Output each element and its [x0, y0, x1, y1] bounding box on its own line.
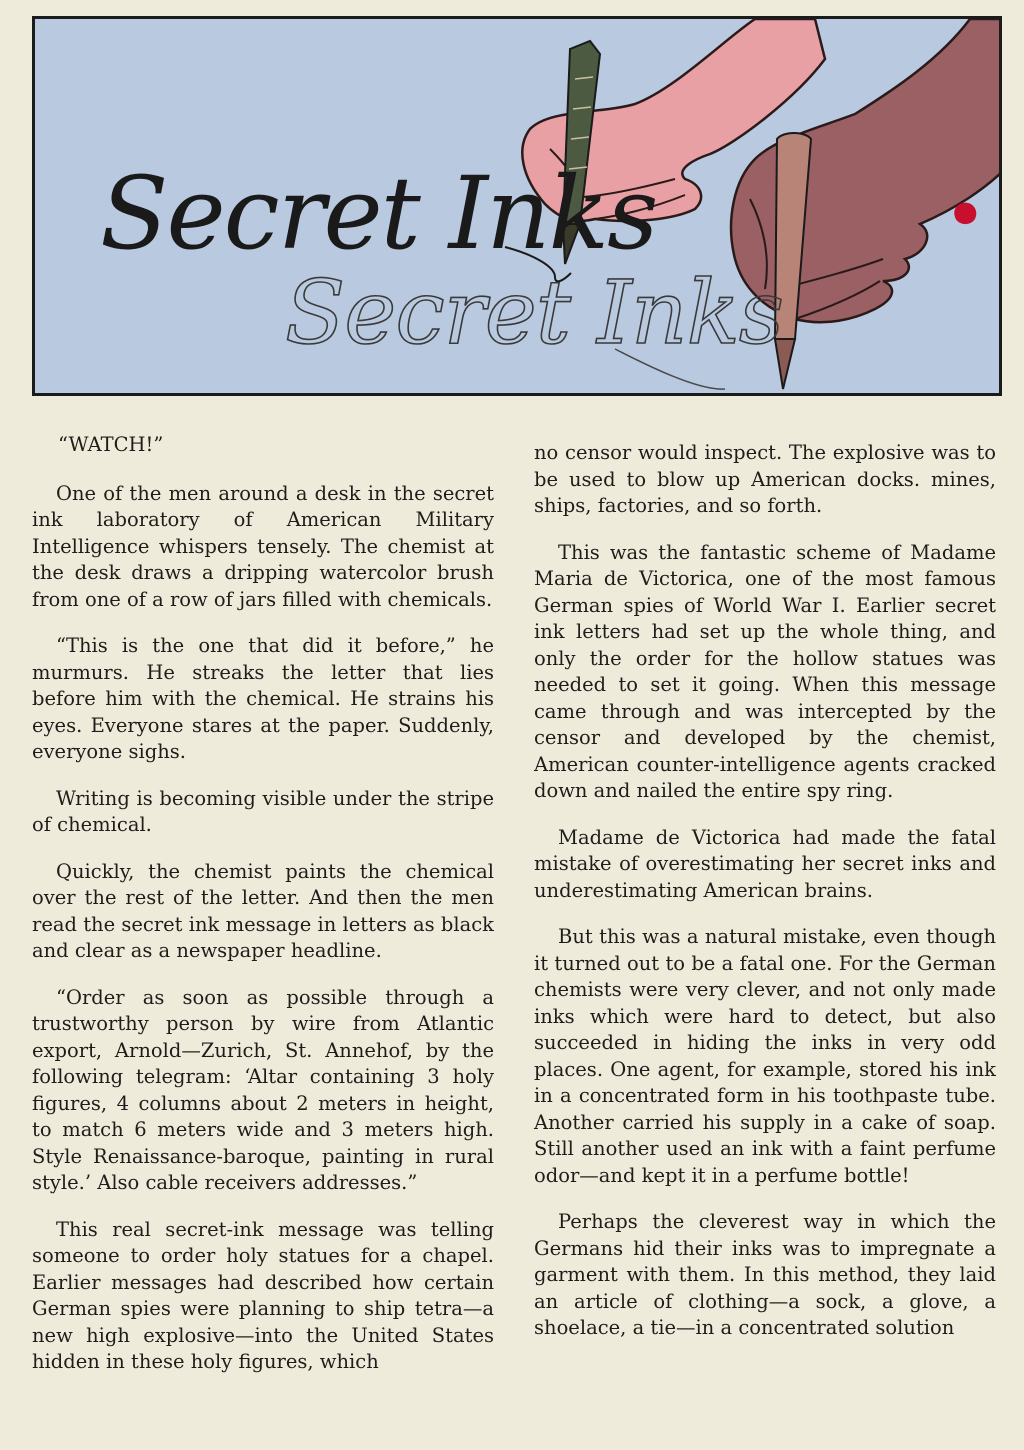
paragraph: Madame de Victorica had made the fatal mistake of overestimating her secret inks and underestimating American brains. — [534, 825, 996, 902]
paragraph: This was the fantastic scheme of Madame Maria de Victorica, one of the most famous German spies of World War I. Earlier secret ink letters had set up the whole thing, and only the order for the hollow statues was needed to set it going. When this message came through and was intercepted by the censor and developed by the chemist, American counter-intelligence agents cracked down and nailed the entire spy ring. — [534, 540, 996, 802]
paragraph: “Order as soon as possible through a trustworthy person by wire from Atlantic export, Arnold—Zurich, St. Annehof, by the following telegram: ‘Altar containing 3 holy figures, 4 columns about 2 meters in height, to match 6 meters wide and 3 meters high. Style Renaissance-baroque, painting in rural style.’ Also cable receivers addresses.” — [32, 985, 494, 1194]
paragraph: This real secret-ink message was telling someone to order holy statues for a chapel. Earlier messages had described how certain German spies were planning to ship tetra—a new high explosive—into the United States hidden in these holy figures, which — [32, 1217, 494, 1373]
left-column — [32, 432, 494, 1396]
title-banner — [32, 16, 1002, 396]
paragraph: “This is the one that did it before,” he murmurs. He streaks the letter that lies before him with the chemical. He strains his eyes. Everyone stares at the paper. Suddenly, everyone sighs. — [32, 634, 494, 763]
banner-title: Secret Inks — [100, 155, 657, 272]
ink-drop — [954, 203, 976, 224]
paragraph: One of the men around a desk in the secret ink laboratory of American Military Intelligence whispers tensely. The chemist at the desk draws a dripping watercolor brush from one of a row of jars filled with chemicals. — [32, 481, 494, 611]
paragraph-continued: no censor would inspect. The explosive was to be used to blow up American docks. mines, ships, factories, and so forth. — [534, 441, 996, 517]
banner-ghost-title: Secret Inks — [285, 261, 784, 364]
paragraph: Quickly, the chemist paints the chemical over the rest of the letter. And then the men read the secret ink message in letters as black and clear as a newspaper headline. — [32, 859, 494, 962]
paragraph: But this was a natural mistake, even though it turned out to be a fatal one. For the German chemists were very clever, and not only made inks which were hard to detect, but also succeeded in hiding the inks in very odd places. One agent, for example, stored his ink in a concentrated form in his toothpaste tube. Another carried his supply in a cake of soap. Still another used an ink with a faint perfume odor—and kept it in a perfume bottle! — [534, 925, 996, 1187]
article-heading: “WATCH!” — [58, 433, 164, 456]
right-column — [534, 440, 996, 1362]
paragraph: Perhaps the cleverest way in which the Germans hid their inks was to impregnate a garment with them. In this method, they laid an article of clothing—a sock, a glove, a shoelace, a tie—in a concentrated solution — [534, 1210, 996, 1339]
paragraph: Writing is becoming visible under the stripe of chemical. — [32, 786, 494, 836]
